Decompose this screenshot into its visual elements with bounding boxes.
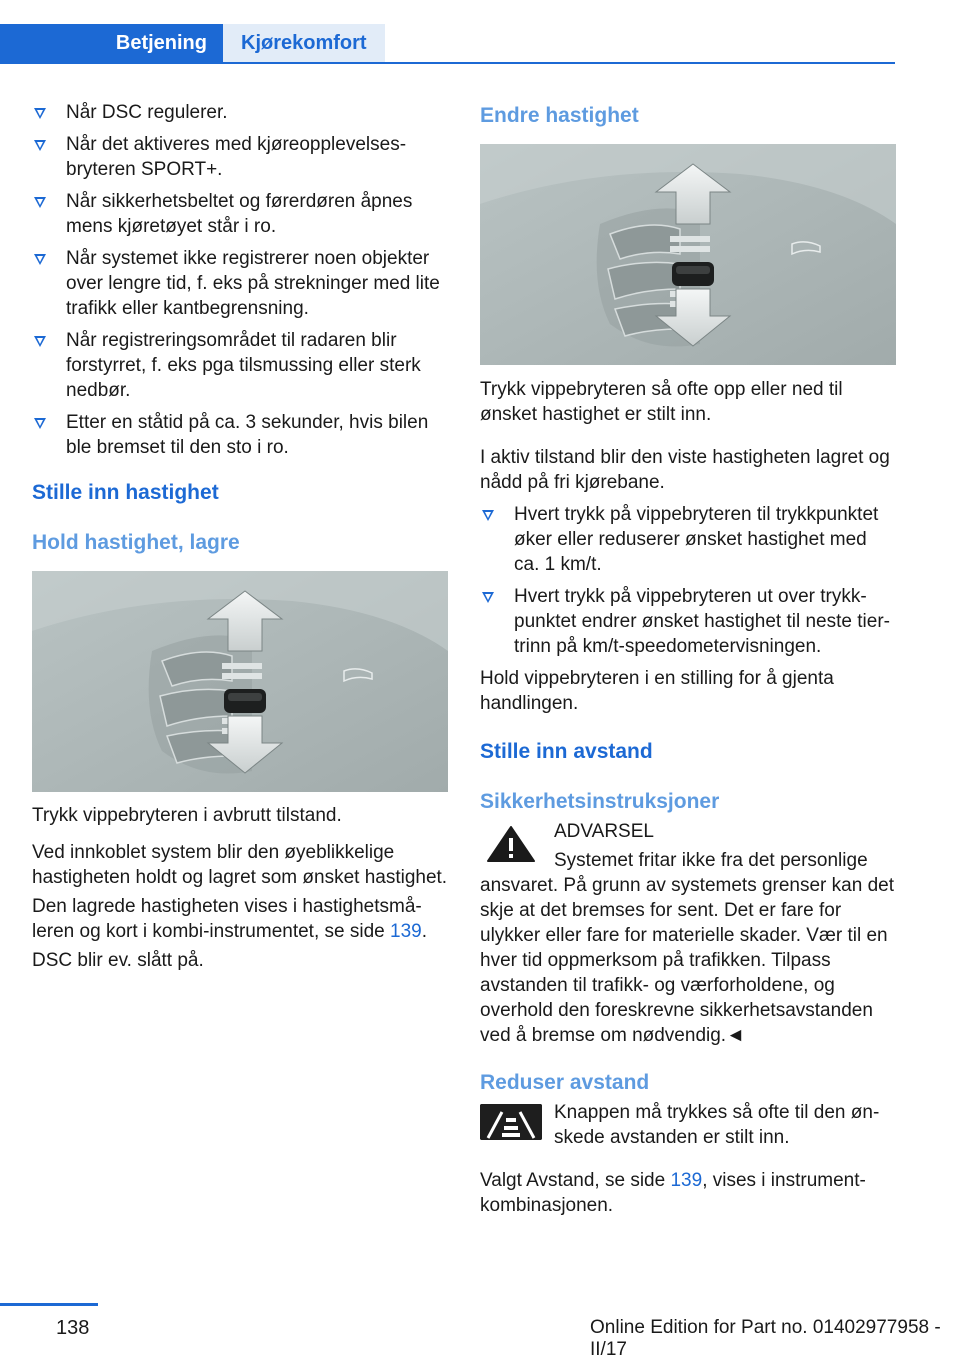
section-heading-speed: Stille inn hastighet <box>32 481 219 504</box>
subheading-safety: Sikkerhetsinstruksjoner <box>480 790 720 813</box>
edition-note: Online Edition for Part no. 01402977958 - II/17 <box>590 1317 941 1360</box>
left-bullet-list <box>32 100 448 460</box>
triangle-bullet-icon <box>34 197 46 208</box>
list-item: Når systemet ikke registrerer noen objekter over lengre tid, f. eks på strekninger med lite trafikk eller kantbegrensning. <box>32 246 448 321</box>
caption-change: Trykk vippebryteren så ofte opp eller ned til ønsket hastighet er stilt inn. <box>480 379 843 425</box>
triangle-bullet-icon <box>34 108 46 119</box>
list-item: Når sikkerhetsbeltet og førerdøren åpnes mens kjøretøyet står i ro. <box>32 189 448 239</box>
triangle-bullet-icon <box>34 140 46 151</box>
paragraph: Den lagrede hastigheten vises i hastighetsmåleren og kort i kombi-instrumentet, se side 139. <box>32 896 427 942</box>
page-link[interactable]: 139 <box>390 921 422 942</box>
warning-block <box>480 819 896 1048</box>
steering-wheel-image-change <box>480 144 896 365</box>
paragraph: DSC blir ev. slått på. <box>32 950 204 971</box>
tab-kjorekomfort[interactable]: Kjørekomfort <box>223 24 385 62</box>
header-tabs <box>0 24 895 64</box>
paragraph: Valgt Avstand, se side 139, vises i instrumentkombinasjonen. <box>480 1170 866 1216</box>
reduce-text: Knappen må trykkes så ofte til den ønskede avstanden er stilt inn. <box>554 1102 880 1148</box>
paragraph: Hold vippebryteren i en stilling for å gjenta handlingen. <box>480 668 834 714</box>
triangle-bullet-icon <box>34 418 46 429</box>
list-item: Når DSC regulerer. <box>32 100 448 125</box>
subheading-change-speed: Endre hastighet <box>480 104 639 127</box>
list-item: Når det aktiveres med kjøreopplevelsesbryteren SPORT+. <box>32 132 448 182</box>
caption-hold: Trykk vippebryteren i avbrutt tilstand. <box>32 805 342 826</box>
steering-wheel-image-hold <box>32 571 448 792</box>
distance-button-icon <box>480 1104 542 1140</box>
triangle-bullet-icon <box>482 592 494 603</box>
paragraph: Ved innkoblet system blir den øyeblikkelige hastigheten holdt og lagret som ønsket hastighet. <box>32 842 448 888</box>
triangle-bullet-icon <box>34 336 46 347</box>
subheading-hold-speed: Hold hastighet, lagre <box>32 531 240 554</box>
footer-rule <box>0 1303 98 1306</box>
warning-title: ADVARSEL <box>554 821 654 842</box>
subheading-reduce-distance: Reduser avstand <box>480 1071 650 1094</box>
list-item: Når registreringsområdet til radaren blir forstyrret, f. eks pga tilsmussing eller sterk nedbør. <box>32 328 448 403</box>
reduce-block <box>480 1100 896 1150</box>
tab-betjening[interactable]: Betjening <box>0 24 223 62</box>
section-heading-distance: Stille inn avstand <box>480 740 653 763</box>
paragraph: I aktiv tilstand blir den viste hastigheten lagret og nådd på fri kjørebane. <box>480 447 890 493</box>
right-column <box>480 100 896 1218</box>
right-bullet-list <box>480 502 896 659</box>
warning-icon <box>480 823 542 865</box>
triangle-bullet-icon <box>34 254 46 265</box>
left-column <box>32 100 448 973</box>
list-item: Hvert trykk på vippebryteren til trykkpunktet øker eller reduserer ønsket hastighet med ca. 1 km/t. <box>480 502 896 577</box>
page-number: 138 <box>56 1317 90 1339</box>
triangle-bullet-icon <box>482 510 494 521</box>
warning-text: Systemet fritar ikke fra det personlige ansvaret. På grunn av systemets grenser kan det skje at det bremses for sent. Det er fare for ulykker eller fare for materielle skader. Vær til en hver tid oppmerksom på trafikken. Tilpass avstanden til trafikk- og værforholdene, og overhold den foreskrevne sikkerhetsavstanden ved å bremse om nødvendig.◄ <box>480 850 894 1046</box>
list-item: Etter en ståtid på ca. 3 sekunder, hvis bilen ble bremset til den sto i ro. <box>32 410 448 460</box>
page-link[interactable]: 139 <box>670 1170 703 1191</box>
list-item: Hvert trykk på vippebryteren ut over trykkpunktet endrer ønsket hastighet til neste tier-trinn på km/t-speedometervisningen. <box>480 584 896 659</box>
